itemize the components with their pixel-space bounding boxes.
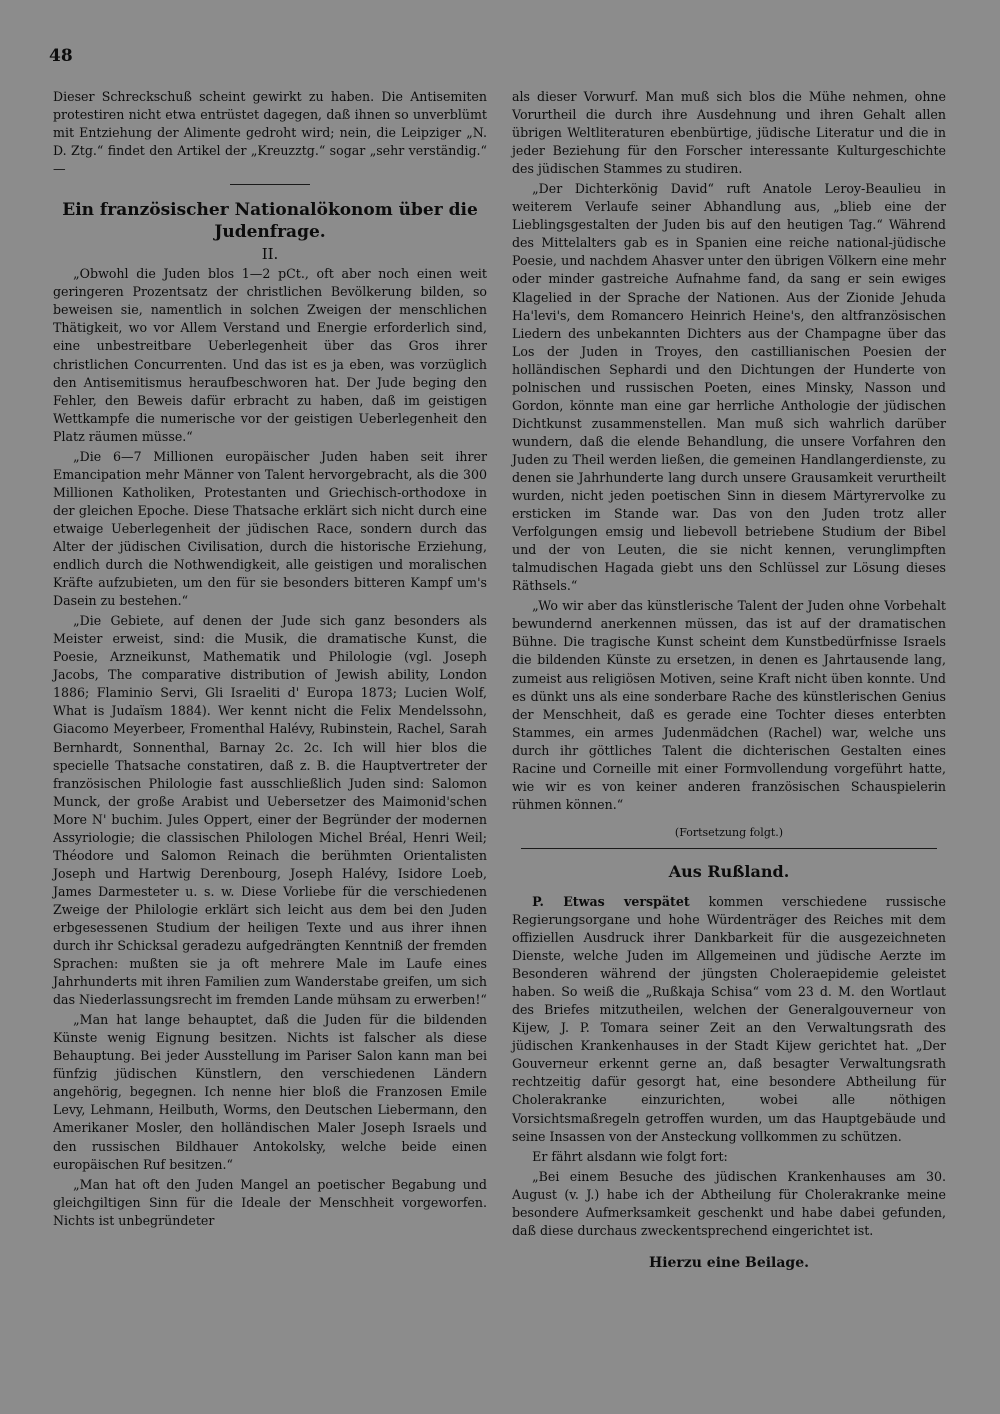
page-number: 48	[49, 46, 73, 66]
news-paragraph: „Bei einem Besuche des jüdischen Krankenhauses am 30. August (v. J.) habe ich der Abtheilung für Cholerakranke meine besondere Aufmerksamkeit geschenkt und habe dabei gefunden, daß diese durchaus zweckentsprechend eingerichtet ist.	[512, 1168, 946, 1238]
section-divider	[230, 184, 310, 185]
right-column	[512, 88, 946, 1272]
left-column	[53, 88, 487, 1230]
news-lead: P. Etwas verspätet	[532, 893, 690, 909]
article-paragraph: „Man hat lange behauptet, daß die Juden für die bildenden Künste wenig Eignung besitzen. Nichts ist falscher als diese Behauptung. Bei jeder Ausstellung im Pariser Salon kann man bei fünfzig jüdischen Künstlern, den verschiedenen Ländern angehörig, begegnen. Ich nenne hier bloß die Franzosen Emile Levy, Lehmann, Heilbuth, Worms, den Deutschen Liebermann, den Amerikaner Mosler, den holländischen Maler Joseph Israels und den russischen Bildhauer Antokolsky, welche beide einen europäischen Ruf besitzen.“	[53, 1012, 487, 1172]
article-paragraph: „Man hat oft den Juden Mangel an poetischer Begabung und gleichgiltigen Sinn für die Ideale der Menschheit vorgeworfen. Nichts ist unbegründeter	[53, 1176, 487, 1228]
article-paragraph: als dieser Vorwurf. Man muß sich blos die Mühe nehmen, ohne Vorurtheil die durch ihre Ausdehnung und ihren Gehalt allen übrigen Weltliteraturen ebenbürtige, jüdische Literatur und die in jeder Beziehung für den Forscher interessante Kulturgeschichte des jüdischen Stammes zu studiren.	[512, 89, 946, 177]
article-paragraph: „Der Dichterkönig David“ ruft Anatole Leroy-Beaulieu in weiterem Verlaufe seiner Abhandlung aus, „blieb eine der Lieblingsgestalten der Juden bis auf den heutigen Tag.“ Während des Mittelalters gab es in Spanien eine reiche national-jüdische Poesie, und nachdem Ahasver unter den übrigen Völkern eine mehr oder minder gastreiche Aufnahme fand, da sang er sein ewiges Klagelied in der Sprache der Nationen. Aus der Zionide Jehuda Ha'levi's, dem Romancero Heinrich Heine's, den altfranzösischen Liedern des unbekannten Dichters aus der Champagne über das Los der Juden in Troyes, den castillianischen Poesien der holländischen Sephardi und den Dichtungen der Hunderte von polnischen und russischen Poeten, eines Minsky, Nasson und Gordon, könnte man eine gar herrliche Anthologie der jüdischen Dichtkunst zusammenstellen. Man muß sich wahrlich darüber wundern, daß die elende Behandlung, die unsere Vorfahren den Juden zu Theil werden ließen, die gemeinen Handlangerdienste, zu denen sie Jahrhunderte lang durch unsere Grausamkeit verurtheilt wurden, nicht jeden poetischen Sinn in diesem Märtyrervolke zu ersticken im Stande war. Das von den Juden trotz aller Verfolgungen emsig und liebevoll betriebene Studium der Bibel und der von Leuten, die sie nicht kennen, verunglimpften talmudischen Hagada giebt uns den Schlüssel zur Lösung dieses Räthsels.“	[512, 181, 946, 594]
article-paragraph: „Wo wir aber das künstlerische Talent der Juden ohne Vorbehalt bewundernd anerkennen müssen, das ist auf der dramatischen Bühne. Die tragische Kunst scheint dem Kunstbedürfnisse Israels die bildenden Künste zu ersetzen, in denen es Jahrtausende lang, zumeist aus religiösen Motiven, seine Kraft nicht üben konnte. Und es dünkt uns als eine sonderbare Rache des künstlerischen Genius der Menschheit, daß es gerade eine Tochter dieses enterbten Stammes, ein armes Judenmädchen (Rachel) war, welche uns durch ihr göttliches Talent die dichterischen Gestalten eines Racine und Corneille mit einer Formvollendung vorgeführt hatte, wie wir es von keiner anderen französischen Schauspielerin rühmen können.“	[512, 598, 946, 812]
article-part-number: II.	[261, 245, 279, 264]
section-divider	[521, 848, 938, 849]
section-title: Aus Rußland.	[668, 861, 790, 881]
article-paragraph: „Die Gebiete, auf denen der Jude sich ganz besonders als Meister erweist, sind: die Musik, die dramatische Kunst, die Poesie, Arzneikunst, Mathematik und Philologie (vgl. Joseph Jacobs, The comparative distribution of Jewish ability, London 1886; Flaminio Servi, Gli Israeliti d' Europa 1873; Lucien Wolf, What is Judaïsm 1884). Wer kennt nicht die Felix Mendelssohn, Giacomo Meyerbeer, Fromenthal Halévy, Rubinstein, Rachel, Sarah Bernhardt, Sonnenthal, Barnay 2c. 2c. Ich will hier blos die specielle Thatsache constatiren, daß z. B. die Hauptvertreter der französischen Philologie fast ausschließlich Juden sind: Salomon Munck, der große Arabist und Uebersetzer des Maimonid'schen More N' buchim. Jules Oppert, einer der Begründer der modernen Assyriologie; die classischen Philologen Michel Bréal, Henri Weil; Théodore und Salomon Reinach die berühmten Orientalisten Joseph und Hartwig Derenbourg, Joseph Halévy, Isidore Loeb, James Darmesteter u. s. w. Diese Vorliebe für die verschiedenen Zweige der Philologie erklärt sich leicht aus dem bei den Juden erbgesessenen Studium der heiligen Texte und aus ihrer ihnen durch ihr Schicksal geradezu aufgedrängten Kenntniß der fremden Sprachen: mußten sie ja oft mehrere Male im Laufe eines Jahrhunderts mit ihren Familien zum Wanderstabe greifen, um sich das Niederlassungsrecht im fremden Lande mühsam zu erwerben!“	[53, 613, 487, 1008]
article-title: Ein französischer Nationalökonom über die Judenfrage.	[62, 200, 478, 243]
article-paragraph: „Obwohl die Juden blos 1—2 pCt., oft aber noch einen weit geringeren Prozentsatz der christlichen Bevölkerung bilden, so beweisen sie, namentlich in solchen Zweigen der menschlichen Thätigkeit, wo vor Allem Verstand und Energie erforderlich sind, eine unbestreitbare Ueberlegenheit über das Gros ihrer christlichen Concurrenten. Und das ist es ja eben, was vorzüglich den Antisemitismus heraufbeschworen hat. Der Jude beging den Fehler, den Beweis dafür erbracht zu haben, daß im geistigen Wettkampfe die numerische vor der geistigen Ueberlegenheit den Platz räumen müsse.“	[53, 266, 487, 444]
intro-paragraph: Dieser Schreckschuß scheint gewirkt zu haben. Die Antisemiten protestiren nicht etwa entrüstet dagegen, daß ihnen so unverblümt mit Entziehung der Alimente gedroht wird; nein, die Leipziger „N. D. Ztg.“ findet den Artikel der „Kreuzztg.“ sogar „sehr verständig.“ —	[53, 89, 487, 177]
news-paragraph: Er fährt alsdann wie folgt fort:	[532, 1148, 728, 1164]
article-paragraph: „Die 6—7 Millionen europäischer Juden haben seit ihrer Emancipation mehr Männer von Talent hervorgebracht, als die 300 Millionen Katholiken, Protestanten und Griechisch-orthodoxe in der gleichen Epoche. Diese Thatsache erklärt sich nicht durch eine etwaige Ueberlegenheit der jüdischen Race, sondern durch das Alter der jüdischen Civilisation, durch die historische Erziehung, endlich durch die Nothwendigkeit, alle geistigen und moralischen Kräfte aufzubieten, um den für sie besonders bitteren Kampf um's Dasein zu bestehen.“	[53, 448, 487, 609]
supplement-note: Hierzu eine Beilage.	[648, 1254, 810, 1271]
continuation-note: (Fortsetzung folgt.)	[674, 825, 784, 839]
news-text: kommen verschiedene russische Regierungsorgane und hohe Würdenträger des Reiches mit dem offiziellen Ausdruck ihrer Dankbarkeit für die ausgezeichneten Dienste, welche Juden im Allgemeinen und jüdische Aerzte im Besonderen während der jüngsten Choleraepidemie geleistet haben. So weiß die „Rußkaja Schisa“ vom 23 d. M. den Wortlaut des Briefes mitzutheilen, welchen der Generalgouverneur von Kijew, J. P. Tomara seiner Zeit an den Verwaltungsrath des jüdischen Krankenhauses in der Stadt Kijew gerichtet hat. „Der Gouverneur erkennt gerne an, daß besagter Verwaltungsrath rechtzeitig dafür gesorgt hat, eine besondere Abtheilung für Cholerakranke einzurichten, wobei alle nöthigen Vorsichtsmaßregeln getroffen wurden, um das Hauptgebäude und seine Insassen von der Ansteckung vollkommen zu schützen.	[512, 893, 946, 1144]
news-paragraph	[512, 893, 946, 1146]
